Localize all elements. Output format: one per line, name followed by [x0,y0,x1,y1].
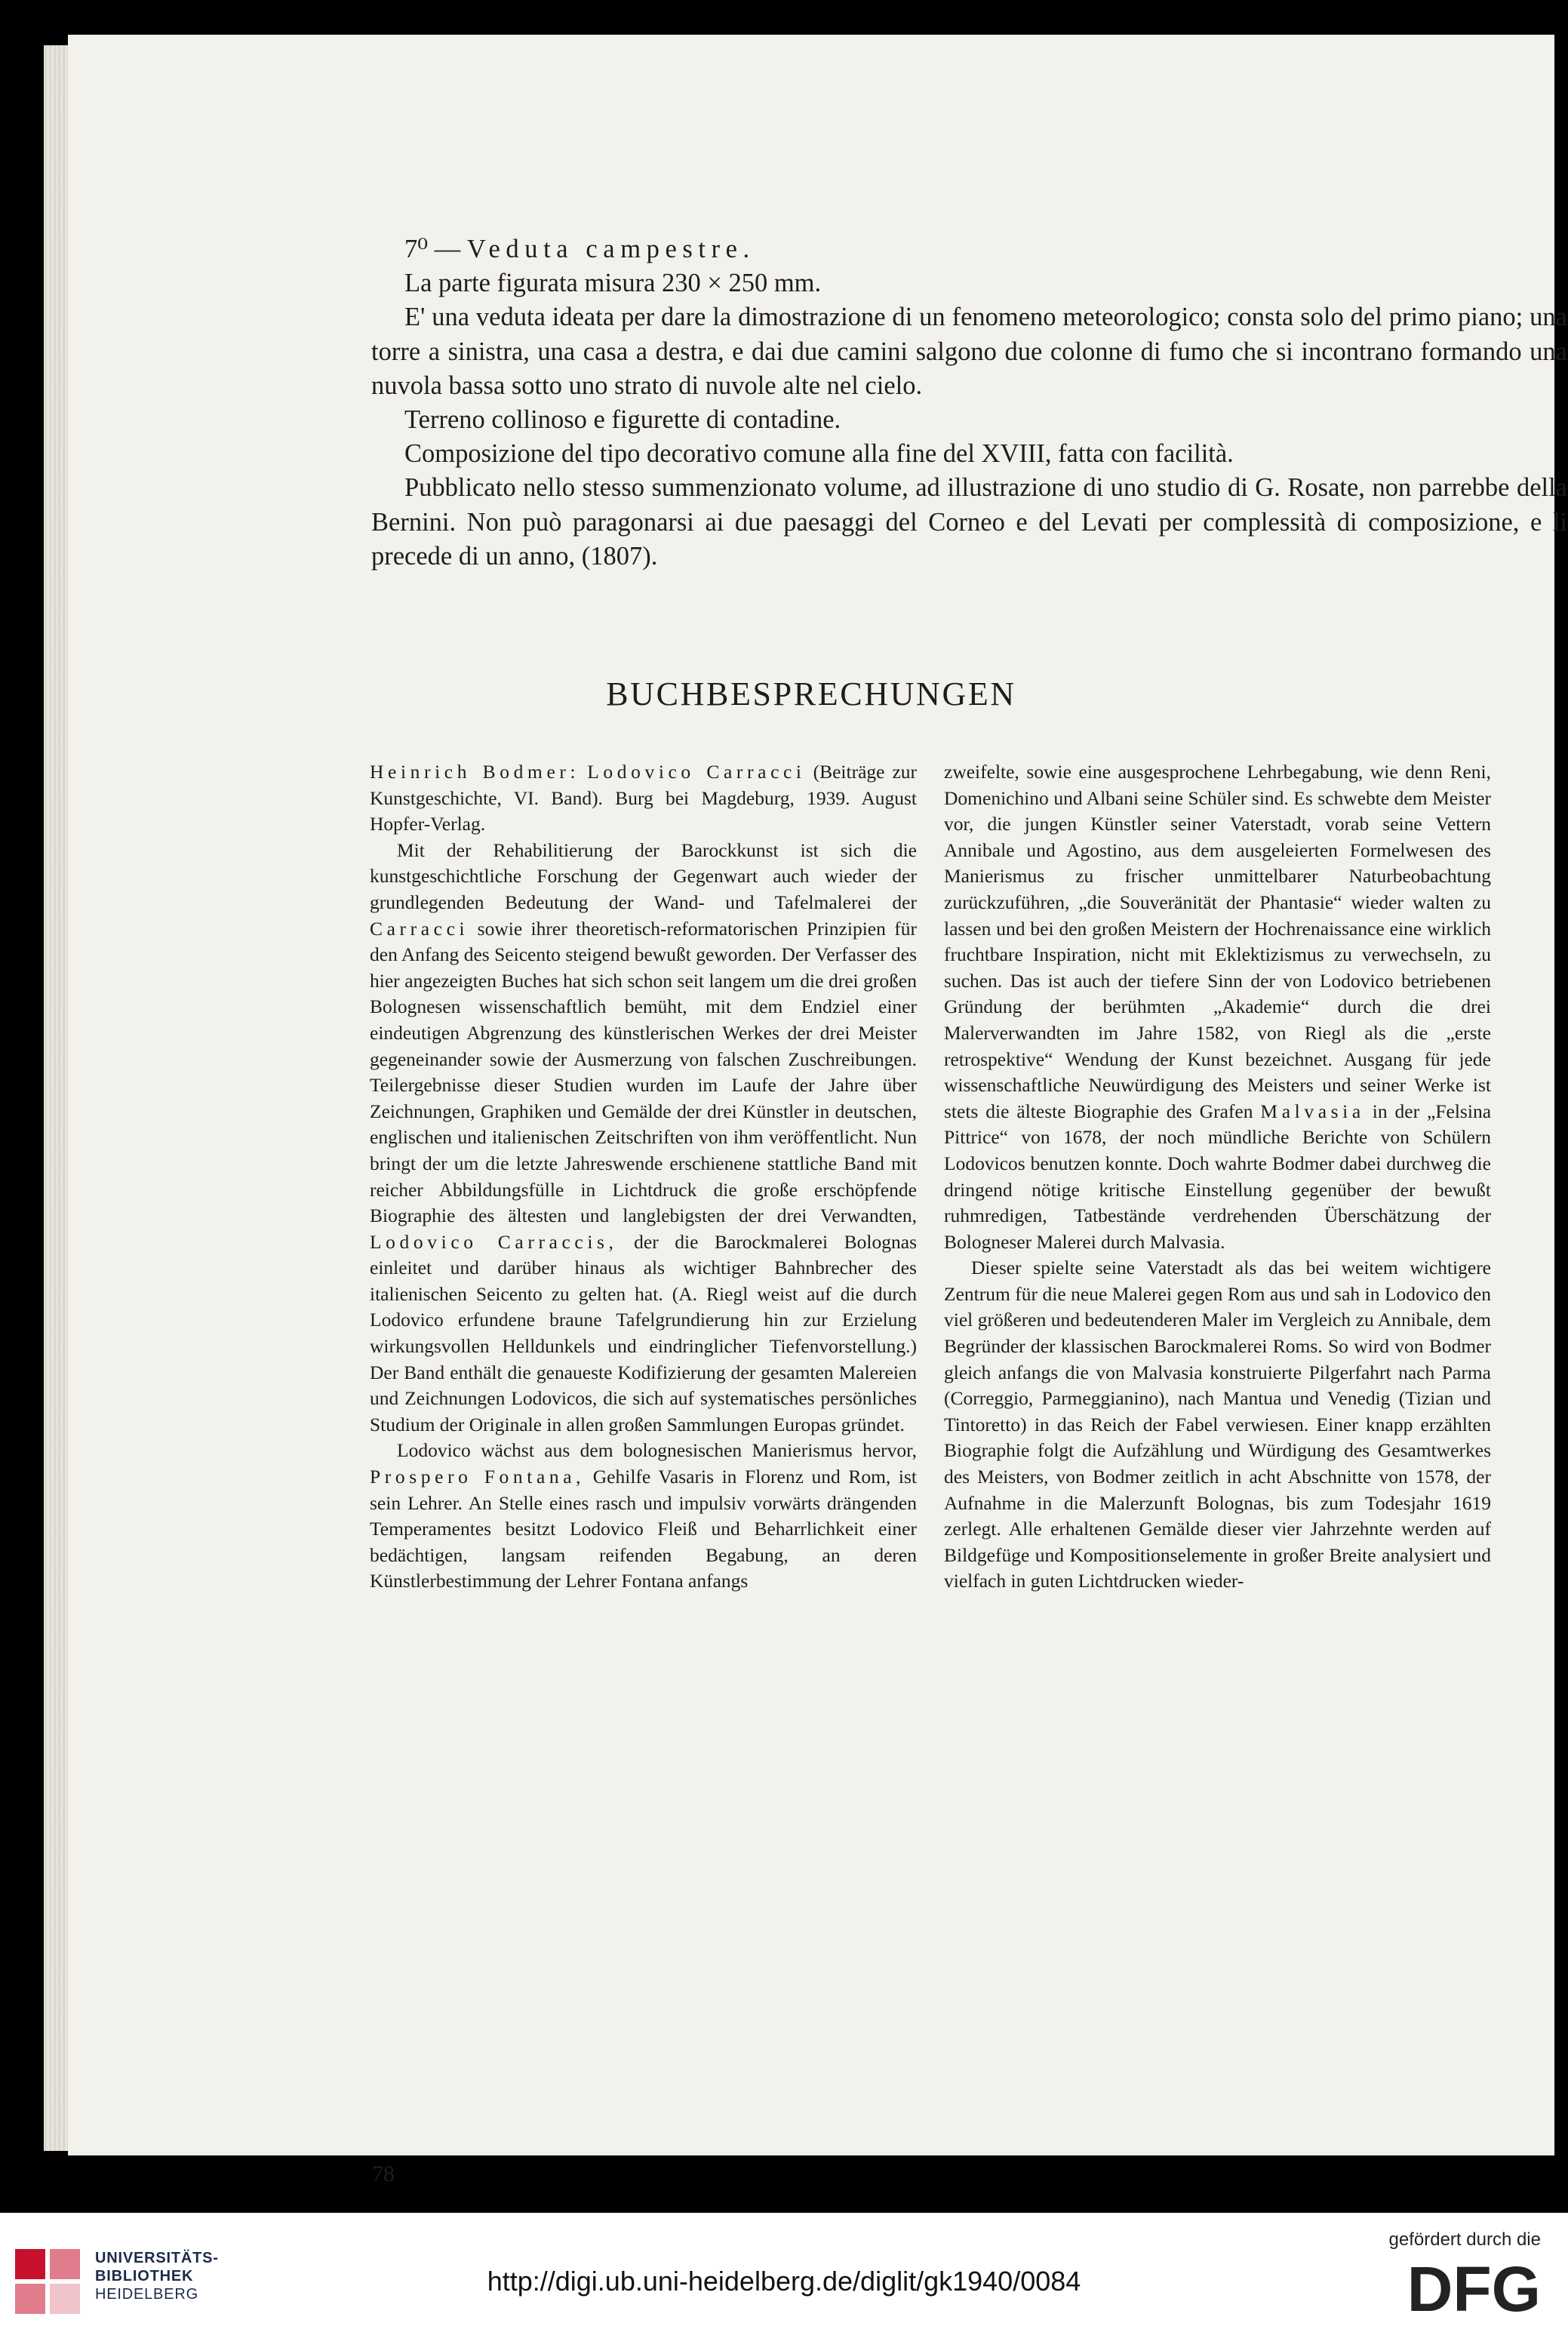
paragraph: La parte figurata misura 230 × 250 mm. [404,269,822,298]
paragraph [370,1438,917,1595]
spaced-name: Carracci [370,917,469,940]
document-url-link[interactable]: http://digi.ub.uni-heidelberg.de/diglit/gk1940/0084 [487,2266,1081,2297]
review-author: Heinrich Bodmer: [370,761,580,783]
text-run: in der „Felsina Pittrice“ von 1678, der noch mündliche Berichte von Schülern Lodovicos benutzen konnte. Doch wahrte Bodmer dabei durchweg die dringend nötige kritische Einstellung gegenüber der bewußt ruhmredigen, Tatbestände verdrehenden Überschätzung der Bologneser Malerei durch Malvasia. [944,1100,1492,1253]
institution-line: HEIDELBERG [95,2286,198,2303]
text-run: sowie ihrer theoretisch-reformatorischen Prinzipien für den Anfang des Seicento steigend bewußt geworden. Der Verfasser des hier angezeigten Buches hat sich schon seit langem um die drei großen Bolognesen wissenschaftlich bemüht, mit dem Endziel einer eindeutigen Abgrenzung des künstlerischen Werkes der drei Meister gegeneinander sowie der Ausmerzung von falschen Zuschreibungen. Teilergebnisse dieser Studien wurden im Laufe der Jahre über Zeichnungen, Graphiken und Gemälde der drei Künstler in deutschen, englischen und italienischen Zeitschriften von ihm veröffentlicht. Nun bringt der um die letzte Jahreswende erschienene stattliche Band mit reicher Abbildungsfülle in Lichtdruck die große erschöpfende Biographie des ältesten und langlebigsten der drei Verwandten, [370,917,918,1227]
paragraph: Terreno collinoso e figurette di contadine. [404,405,841,435]
italian-section [371,232,1567,574]
catalog-entry-heading [371,232,1567,266]
dfg-logo-text: DFG [1407,2254,1541,2324]
paragraph [944,759,1491,1255]
spaced-name: Lodovico Carraccis, [370,1230,618,1253]
institution-line: UNIVERSITÄTS- [95,2250,219,2266]
paragraph: E' una veduta ideata per dare la dimostrazione di un fenomeno meteorologico; consta solo del primo piano; una torre a sinistra, una casa a destra, e dai due camini salgono due colonne di fumo che si incontrano formando una nuvola bassa sotto uno strato di nuvole alte nel cielo. [371,303,1567,400]
entry-title: Veduta campestre. [466,235,755,263]
paragraph: Composizione del tipo decorativo comune alla fine del XVIII, fatta con facilità. [404,439,1234,469]
review-right-column [944,759,1491,1595]
paragraph: Pubblicato nello stesso summenzionato volume, ad illustrazione di uno studio di G. Rosate, non parrebbe della Bernini. Non può paragonarsi ai due paesaggi del Corneo e del Levati per complessità di composizione, e li precede di un anno, (1807). [371,473,1567,571]
page-number: 78 [372,2161,395,2186]
viewer-footer [0,2213,1568,2326]
text-run: Mit der Rehabilitierung der Barockkunst ist sich die kunstgeschichtliche Forschung der Gegenwart auch wieder der grundlegenden Bedeutung der Wand- und Tafelmalerei der [370,838,917,913]
book-page-edges [44,45,71,2151]
spaced-name: Malvasia [1260,1100,1365,1122]
scanned-page [68,35,1567,2186]
dfg-logo-icon [1375,2254,1541,2324]
text-run: zweifelte, sowie eine ausgesprochene Lehrbegabung, wie denn Reni, Domenichino und Albani seine Schüler sind. Es schwebte dem Meister vor, die jungen Künstler seiner Vaterstadt, vorab seine Vettern Annibale und Agostino, aus dem ausgeleierten Formelwesen des Manierismus zu frischer unmittelbarer Naturbeobachtung zurückzuführen, „die Souveränität der Phantasie“ wieder walten zu lassen und bei den großen Meistern der Hochrenaissance eine wirklich fruchtbare Inspiration, nicht mit Eklektizismus zu verwechseln, zu suchen. Das ist auch der tiefere Sinn der von Lodovico betriebenen Gründung der berühmten „Akademie“ durch die drei Malerverwandten im Jahre 1582, von Riegl als die „erste retrospektive“ Wendung der Kunst bezeichnet. Ausgang für jede wissenschaftliche Neuwürdigung des Meisters und seiner Werke ist stets die älteste Biographie des Grafen [944,761,1491,1122]
entry-number: 7⁰ — [404,235,467,263]
review-book-title: Lodovico Carracci [587,761,806,783]
paragraph [370,838,917,1438]
funder-label: gefördert durch die [1388,2229,1541,2250]
review-publication: (Beiträge zur Kunstgeschichte, VI. Band). Burg bei Magdeburg, 1939. August Hopfer-Verlag. [370,761,918,835]
paragraph: Dieser spielte seine Vaterstadt als das bei weitem wichtigere Zentrum für die neue Malerei gegen Rom aus und sah in Lodovico den viel größeren und bedeutenderen Maler im Vergleich zu Annibale, dem Begründer der klassischen Barockmalerei Roms. So wird von Bodmer gleich anfangs die von Malvasia konstruierte Pilgerfahrt nach Parma (Correggio, Parmeggianino), nach Mantua und Venedig (Tizian und Tintoretto) in das Reich der Fabel verwiesen. Einer knapp erzählten Biographie folgt die Aufzählung und Würdigung des Gesamtwerkes des Meisters, von Bodmer zeitlich in acht Abschnitte von 1578, der Aufnahme in die Malerzunft Bolognas, bis zum Todesjahr 1619 zerlegt. Alle erhaltenen Gemälde dieser vier Jahrzehnte werden auf Bildgefüge und Kompositionselemente in großer Breite analysiert und vielfach in guten Lichtdrucken wieder- [944,1257,1491,1592]
section-title: BUCHBESPRECHUNGEN [606,675,1016,712]
spaced-name: Prospero Fontana, [370,1466,586,1488]
review-citation [370,759,917,838]
text-run: Gehilfe Vasaris in Florenz und Rom, ist sein Lehrer. An Stelle eines rasch und impulsiv vorwärts drängenden Temperamentes besitzt Lodovico Fleiß und Beharrlichkeit einer bedächtigen, langsam reifenden Begabung, an deren Künstlerbestimmung der Lehrer Fontana anfangs [370,1466,917,1592]
review-left-column [370,759,917,1595]
institution-line: BIBLIOTHEK [95,2268,194,2284]
text-run: Lodovico wächst aus dem bolognesischen Manierismus hervor, [397,1439,917,1462]
text-run: der die Barockmalerei Bolognas einleitet und darüber hinaus als wichtiger Bahnbrecher des italienischen Seicento zu gelten hat. (A. Riegl weist auf die durch Lodovico erfundene braune Tafelgrundierung hin zur Erzielung wirkungsvollen Helldunkels und eindringlicher Tiefenvorstellung.) Der Band enthält die genaueste Kodifizierung der gesamten Malereien und Zeichnungen Lodovicos, die sich auf systematisches persönliches Studium der Originale in allen großen Sammlungen Europas gründet. [370,1230,917,1435]
